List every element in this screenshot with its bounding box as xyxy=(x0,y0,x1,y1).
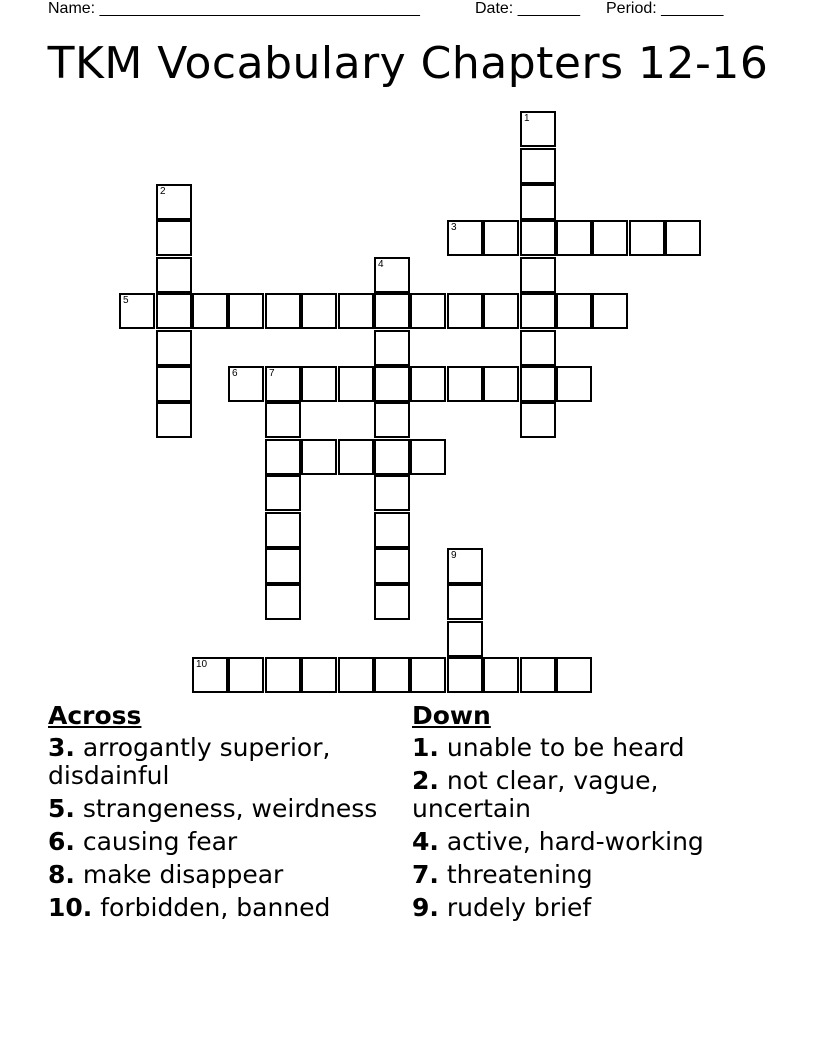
clue-number-label: 1 xyxy=(524,113,530,124)
crossword-cell[interactable] xyxy=(156,330,192,366)
clue-across-3 xyxy=(48,734,398,790)
crossword-cell[interactable] xyxy=(301,439,337,475)
clue-text: active, hard-working xyxy=(446,827,704,856)
crossword-cell[interactable] xyxy=(447,621,483,657)
clue-text: not clear, vague, uncertain xyxy=(412,766,659,823)
crossword-cell[interactable] xyxy=(265,475,301,511)
crossword-cell[interactable] xyxy=(301,293,337,329)
crossword-cell[interactable] xyxy=(374,439,410,475)
clue-number: 1. xyxy=(412,733,439,762)
crossword-cell[interactable] xyxy=(520,657,556,693)
crossword-cell[interactable] xyxy=(265,548,301,584)
crossword-cell[interactable] xyxy=(374,584,410,620)
page-title: TKM Vocabulary Chapters 12-16 xyxy=(47,38,769,89)
down-clues xyxy=(412,702,752,927)
clue-number: 3. xyxy=(48,733,75,762)
clue-number: 7. xyxy=(412,860,439,889)
crossword-cell[interactable] xyxy=(156,293,192,329)
crossword-cell[interactable] xyxy=(156,184,192,220)
clue-text: unable to be heard xyxy=(446,733,685,762)
crossword-cell[interactable] xyxy=(228,366,264,402)
crossword-cell[interactable] xyxy=(301,366,337,402)
clue-across-6 xyxy=(48,828,398,856)
crossword-cell[interactable] xyxy=(665,220,701,256)
clue-down-4 xyxy=(412,828,752,856)
clue-number-label: 6 xyxy=(232,368,238,379)
crossword-cell[interactable] xyxy=(520,402,556,438)
crossword-cell[interactable] xyxy=(520,257,556,293)
name-field-label[interactable]: Name: ____________________________________ xyxy=(48,0,420,17)
crossword-cell[interactable] xyxy=(556,657,592,693)
crossword-cell[interactable] xyxy=(410,293,446,329)
crossword-cell[interactable] xyxy=(374,475,410,511)
crossword-cell[interactable] xyxy=(119,293,155,329)
crossword-cell[interactable] xyxy=(265,439,301,475)
crossword-cell[interactable] xyxy=(265,657,301,693)
clue-number-label: 2 xyxy=(160,186,166,197)
crossword-cell[interactable] xyxy=(265,584,301,620)
crossword-cell[interactable] xyxy=(265,293,301,329)
crossword-cell[interactable] xyxy=(520,111,556,147)
crossword-cell[interactable] xyxy=(447,548,483,584)
clue-text: arrogantly superior, disdainful xyxy=(48,733,331,790)
crossword-cell[interactable] xyxy=(556,366,592,402)
clue-across-5 xyxy=(48,795,398,823)
clue-number: 9. xyxy=(412,893,439,922)
crossword-cell[interactable] xyxy=(374,402,410,438)
crossword-cell[interactable] xyxy=(338,657,374,693)
crossword-cell[interactable] xyxy=(410,657,446,693)
across-clues xyxy=(48,702,398,927)
crossword-cell[interactable] xyxy=(556,220,592,256)
crossword-cell[interactable] xyxy=(374,548,410,584)
crossword-cell[interactable] xyxy=(265,402,301,438)
period-field-label[interactable]: Period: _______ xyxy=(606,0,724,17)
crossword-cell[interactable] xyxy=(447,293,483,329)
clue-text: forbidden, banned xyxy=(100,893,331,922)
crossword-cell[interactable] xyxy=(483,220,519,256)
clue-down-9 xyxy=(412,894,752,922)
crossword-cell[interactable] xyxy=(228,293,264,329)
crossword-cell[interactable] xyxy=(556,293,592,329)
crossword-cell[interactable] xyxy=(483,293,519,329)
crossword-cell[interactable] xyxy=(338,439,374,475)
clue-across-8 xyxy=(48,861,398,889)
crossword-cell[interactable] xyxy=(374,293,410,329)
crossword-cell[interactable] xyxy=(520,293,556,329)
crossword-cell[interactable] xyxy=(410,366,446,402)
down-heading: Down xyxy=(412,701,491,730)
crossword-cell[interactable] xyxy=(520,184,556,220)
crossword-cell[interactable] xyxy=(192,293,228,329)
clue-number-label: 5 xyxy=(123,295,129,306)
crossword-cell[interactable] xyxy=(447,584,483,620)
crossword-cell[interactable] xyxy=(156,366,192,402)
date-field-label[interactable]: Date: _______ xyxy=(475,0,580,17)
clue-down-2 xyxy=(412,767,752,823)
crossword-cell[interactable] xyxy=(156,220,192,256)
crossword-cell[interactable] xyxy=(374,512,410,548)
clue-text: make disappear xyxy=(82,860,284,889)
clue-text: threatening xyxy=(446,860,593,889)
crossword-cell[interactable] xyxy=(520,366,556,402)
crossword-cell[interactable] xyxy=(374,257,410,293)
crossword-cell[interactable] xyxy=(301,657,337,693)
clue-number: 10. xyxy=(48,893,93,922)
clue-text: strangeness, weirdness xyxy=(82,794,378,823)
crossword-cell[interactable] xyxy=(483,366,519,402)
crossword-cell[interactable] xyxy=(265,512,301,548)
clue-down-7 xyxy=(412,861,752,889)
crossword-cell[interactable] xyxy=(483,657,519,693)
crossword-cell[interactable] xyxy=(338,366,374,402)
crossword-cell[interactable] xyxy=(156,257,192,293)
crossword-cell[interactable] xyxy=(592,220,628,256)
crossword-cell[interactable] xyxy=(447,220,483,256)
crossword-cell[interactable] xyxy=(592,293,628,329)
clue-across-10 xyxy=(48,894,398,922)
crossword-cell[interactable] xyxy=(338,293,374,329)
crossword-cell[interactable] xyxy=(629,220,665,256)
crossword-cell[interactable] xyxy=(192,657,228,693)
crossword-cell[interactable] xyxy=(447,657,483,693)
clue-number: 5. xyxy=(48,794,75,823)
clue-number: 4. xyxy=(412,827,439,856)
crossword-cell[interactable] xyxy=(374,366,410,402)
crossword-cell[interactable] xyxy=(374,657,410,693)
crossword-cell[interactable] xyxy=(374,330,410,366)
clue-text: causing fear xyxy=(82,827,238,856)
crossword-cell[interactable] xyxy=(265,366,301,402)
crossword-cell[interactable] xyxy=(156,402,192,438)
clue-number: 6. xyxy=(48,827,75,856)
clue-number: 2. xyxy=(412,766,439,795)
crossword-cell[interactable] xyxy=(520,330,556,366)
clue-number-label: 10 xyxy=(196,659,208,670)
clue-number-label: 7 xyxy=(269,368,275,379)
crossword-cell[interactable] xyxy=(410,439,446,475)
crossword-cell[interactable] xyxy=(520,220,556,256)
clue-text: rudely brief xyxy=(446,893,592,922)
across-heading: Across xyxy=(48,701,142,730)
crossword-cell[interactable] xyxy=(447,366,483,402)
crossword-cell[interactable] xyxy=(520,148,556,184)
clue-number-label: 4 xyxy=(378,259,384,270)
clue-number-label: 3 xyxy=(451,222,457,233)
clue-number: 8. xyxy=(48,860,75,889)
crossword-cell[interactable] xyxy=(228,657,264,693)
clue-number-label: 9 xyxy=(451,550,457,561)
clue-down-1 xyxy=(412,734,752,762)
